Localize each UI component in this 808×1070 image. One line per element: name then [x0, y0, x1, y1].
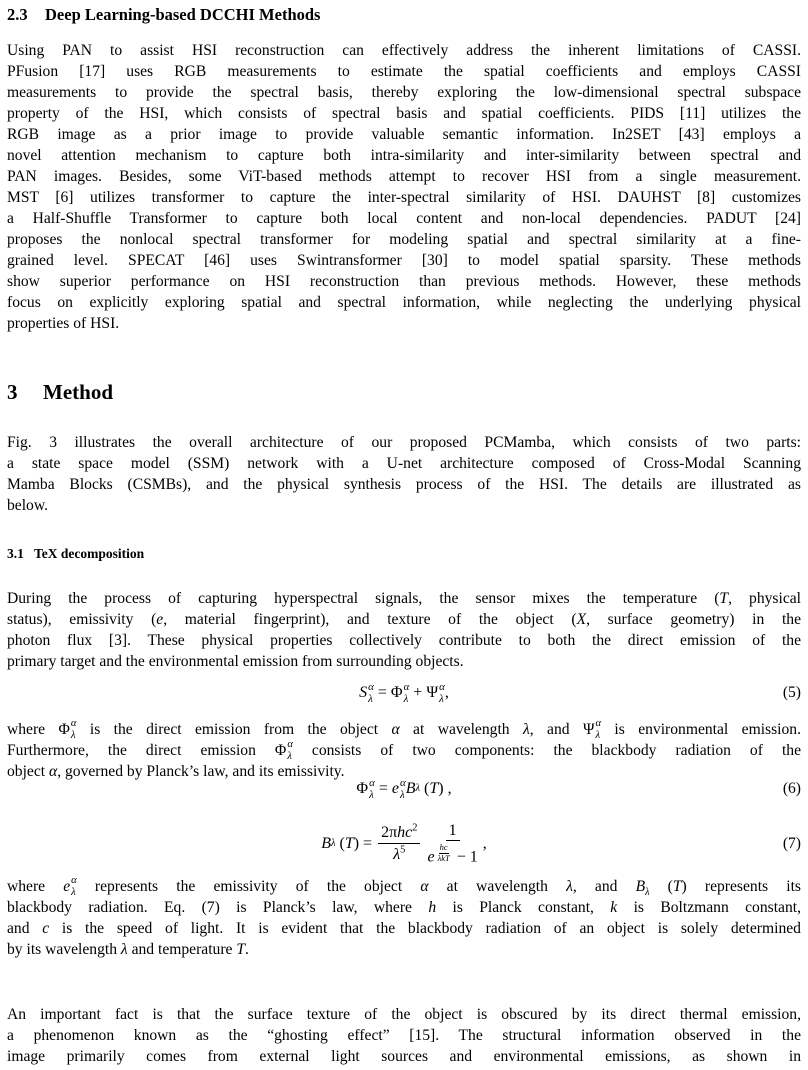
text-line: During the process of capturing hyperspectral signals, the sensor mixes the temperature (T, physical: [7, 590, 801, 607]
section-number: 2.3: [7, 5, 28, 24]
text-line: a phenomenon known as the “ghosting effect” [15]. The structural information observed in the: [7, 1027, 801, 1044]
equation-number: (6): [782, 780, 801, 797]
text-line: MST [6] utilizes transformer to capture the inter-spectral similarity of HSI. DAUHST [8] customizes: [7, 189, 801, 206]
equation-7: [7, 816, 801, 872]
text-line: below.: [7, 497, 48, 514]
equation-5: [7, 673, 801, 713]
text-line: proposes the nonlocal spectral transformer for modeling spatial and spectral similarity at a fine-: [7, 231, 801, 248]
section-2-3-paragraph: [7, 40, 801, 334]
text-line: status), emissivity (e, material fingerprint), and texture of the object (X, surface geometry) in the: [7, 611, 801, 628]
section-heading-3-1: [7, 546, 144, 562]
text-line: show superior performance on HSI reconstruction than previous methods. However, these methods: [7, 273, 801, 290]
text-line: primary target and the environmental emission from surrounding objects.: [7, 653, 464, 670]
text-line: grained level. SPECAT [46] uses Swintransformer [30] to model spatial sparsity. These methods: [7, 252, 801, 269]
text-line: where e α λ represents the emissivity of the object α at wavelength λ, and $B_\lambda$ (T) represents its: [7, 875, 801, 899]
text-line: and c is the speed of light. It is evident that the blackbody radiation of an object is solely determined: [7, 920, 801, 937]
tex-paragraph-4: [7, 1004, 801, 1067]
text-line: a Half-Shuffle Transformer to capture both local content and non-local dependencies. PADUT [24]: [7, 210, 801, 227]
section-heading-3: [7, 380, 113, 405]
section-number: 3.1: [7, 546, 24, 561]
text-line: blackbody radiation. Eq. (7) is Planck’s law, where h is Planck constant, k is Boltzmann constant,: [7, 899, 802, 916]
text-line: by its wavelength λ and temperature T.: [7, 941, 249, 958]
section-3-paragraph: [7, 432, 801, 516]
equation-5-body: S α λ = Φ α λ + Ψ α λ ,: [359, 680, 449, 705]
text-line: PAN images. Besides, some ViT-based methods attempt to recover HSI from a single measurement.: [7, 168, 801, 185]
text-line: a state space model (SSM) network with a U-net architecture composed of Cross-Modal Scanning: [7, 455, 801, 472]
tex-paragraph-3: [7, 876, 801, 960]
equation-6-body: Φ α λ = e α λ B λ ( T ) ,: [356, 776, 452, 801]
text-line: photon flux [3]. These physical properties collectively contribute to both the direct emission of the: [7, 632, 801, 649]
text-line: measurements to provide the spectral basis, thereby exploring the low-dimensional spectral subspace: [7, 84, 801, 101]
text-line: Using PAN to assist HSI reconstruction can effectively address the inherent limitations of CASSI.: [7, 42, 801, 59]
section-number: 3: [7, 380, 18, 404]
text-line: PFusion [17] uses RGB measurements to estimate the spatial coefficients and employs CASSI: [7, 63, 801, 80]
text-line: focus on explicitly exploring spatial and spectral information, while neglecting the underlying physical: [7, 294, 801, 311]
text-line: properties of HSI.: [7, 315, 120, 332]
section-title: Method: [43, 380, 113, 404]
tex-paragraph-1: [7, 588, 801, 672]
equation-7-body: B λ ( T ) = $\frac{2\pi hc^2}{\lambda^5}$ 1 e $^{\frac{hc}{\text{λkT}}}$ − 1 ,: [321, 821, 487, 866]
text-line: novel attention mechanism to capture both intra-similarity and inter-similarity between spectral and: [7, 147, 801, 164]
equation-number: (5): [782, 684, 801, 701]
section-heading-2-3: [7, 5, 320, 25]
equation-number: (7): [782, 835, 801, 852]
equation-6: [7, 769, 801, 809]
section-title: Deep Learning-based DCCHI Methods: [45, 5, 321, 24]
text-line: RGB image as a prior image to provide valuable semantic information. In2SET [43] employs a: [7, 126, 801, 143]
text-line: image primarily comes from external light sources and environmental emissions, as shown in: [7, 1048, 801, 1065]
text-line: Mamba Blocks (CSMBs), and the physical synthesis process of the HSI. The details are illustrated as: [7, 476, 801, 493]
text-line: Fig. 3 illustrates the overall architecture of our proposed PCMamba, which consists of two parts:: [7, 434, 801, 451]
text-line: object α, governed by Planck’s law, and its emissivity.: [7, 763, 345, 780]
text-line: property of the HSI, which consists of spectral basis and spatial coefficients. PIDS [11] utilizes the: [7, 105, 801, 122]
text-line: Furthermore, the direct emission Φ α λ consists of two components: the blackbody radiation of the: [7, 739, 801, 762]
text-line: An important fact is that the surface texture of the object is obscured by its direct thermal emission,: [7, 1006, 801, 1023]
text-line: where Φ α λ is the direct emission from the object α at wavelength λ, and Ψ α λ is environmental emission.: [7, 718, 802, 741]
section-title: TeX decomposition: [34, 546, 145, 561]
